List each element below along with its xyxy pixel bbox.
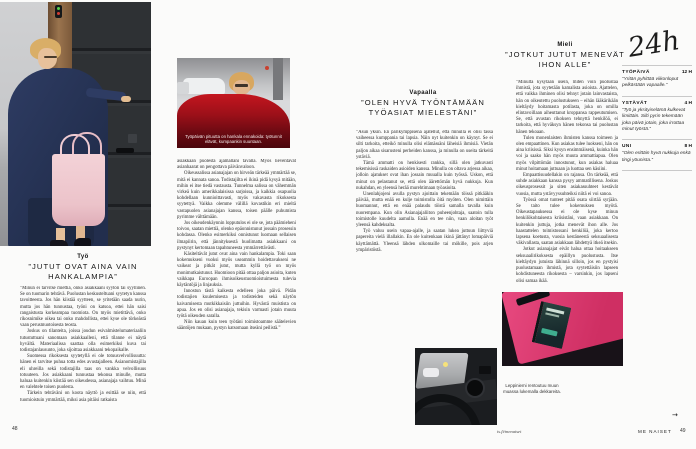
photo-red-car-garage xyxy=(177,58,290,148)
sidebar-entry-quote: ”Olen erittäin hyvä nukkuja enkä tingi yöunista.” xyxy=(622,151,691,163)
sidebar-entry-quote: ”Yritän pyhittää viikonloput pelkästään vapaalle.” xyxy=(622,77,679,89)
paragraph: Tulen monenlaisten ihmisten kanssa toimeen ja olen empaattinen. Kun asiakas tulee luokseni, hän on aina kriisissä. Siksi kysyn ensimmäisenä, kuinka hän voi ja saako hän myös muuta ammattiapua. Olen myös vilpittömän innostunut, kun asiakas haluaa minut hoitamaan juttuaan ja luottaa sen käsiini. xyxy=(516,135,618,172)
section-title: ”OLEN HYVÄ TYÖNTÄMÄÄN TYÖASIAT MIELESTÄNI” xyxy=(361,98,485,117)
sidebar-entry-quote: ”Työ ja yksityiselämä kulkevat limittäin. Silti pyrin tekemään joka päivä jotain, joka irrottaa minut työstä.” xyxy=(622,107,686,133)
sidebar-entry-hours: 8 H xyxy=(684,144,692,150)
shoe xyxy=(74,238,91,246)
footer-brand: ME NAISET xyxy=(638,429,672,434)
door-handle xyxy=(116,148,134,153)
sidebar-24h xyxy=(622,25,692,171)
woman-hand xyxy=(121,96,131,102)
shoe xyxy=(50,240,68,246)
paragraph: Suomessa rikoksesta syytetyllä ei ole totuusvelvollisuutta: hänen ei tarvitse puhua totta edes avustajalleen. Asianomistajilla eli uhreilla sekä todistajilla taas on vankka velvollisuus totuuteen. Jos asiakkaani tunnustaa tekonsa minulle, mutta haluaa kuitenkin kiistää sen oikeudessa, asianajaja vaihtuu. Minä en valehtele toisen puolesta. xyxy=(20,354,146,391)
sidebar-entry-label: TYÖPÄIVÄ xyxy=(622,70,650,75)
paragraph: Työ valuu usein vapaa-ajalle, ja saatan lukea juttuun liittyviä papereita vielä illallakin. En ole kuitenkaan ikinä jättänyt lomapäiviä käyttämättä. Yleensä lähden ulkomaille tai mökille, pois arjen ympäristöstä. xyxy=(356,229,493,253)
photo-caption: Leppiniemi rentoutuu muun muassa lukemalla dekkareita. xyxy=(503,383,561,394)
sidebar-entry xyxy=(622,96,692,140)
paragraph: asiakkaan puolesta ajamallani tavalla. Myös lieventävät asianhaarat on pengottava päivänvaloon. xyxy=(177,159,296,171)
section-title: ”JUTUT OVAT AINA VAIN HANKALAMPIA” xyxy=(28,262,138,281)
continuation-arrow-icon: → xyxy=(672,411,678,419)
glasses xyxy=(44,56,57,58)
section-mieli xyxy=(502,42,628,69)
garage-car xyxy=(423,368,439,377)
paragraph: Jotkut asianajajat eivät halua ottaa hoitaakseen seksuaalirikoksesta epäillyn puolustusta. Itse kieltäydyn jutuista lähinnä silloin, jos en pystyisi puolustamaan ihmistä, jota syytettäisiin lapseen kohdistuneesta rikoksesta – varsinkin, jos lapseni olisi samaa ikää. xyxy=(516,247,618,284)
section-kicker: Vapaalla xyxy=(409,90,437,96)
paragraph: Työssä omat tunteet pitää osata siirtää syrjään. Se taito tulee kokemuksen myötä. Oikeustapauksessa ei ole kyse minun henkilökohtaisesta kriisistäni, vaan asiakkaan. On kuitenkin juttuja, jotka menevät ihon alle. Jos haastattelen toimistossani henkilöä, joka kertoo lapsena koetusta, vuosia kestäneestä seksuaalisesta väkivallasta, saatan asiakkaan lähdettyä itkeä itsekin. xyxy=(516,197,618,247)
section-kicker: Työ xyxy=(77,254,89,260)
garage-light xyxy=(443,362,448,367)
footer-url: is.fi/menaiset xyxy=(497,429,522,434)
indicator-light xyxy=(55,5,62,18)
garage-light xyxy=(265,66,269,70)
sidebar-entry-hours: 4 H xyxy=(684,100,692,106)
pink-tote-bag xyxy=(52,154,105,226)
paragraph: Unenlahjojeni avulla pystyn ajoittain tekemään töissä pitkääkin päivää, mutta enää en kulje toimistolla öitä myöten. Olen nimittäin huomannut, että en enää palaudu töistä samalla tavalla kuin nuorempana. Kun olin Asianajajaliiton puheenjohtaja, saatoin tulla toimistolle kuudelta aamulla. Enää en tee niin, vaan aloitan työt yleensä kahdeksalta. xyxy=(356,192,493,229)
paragraph: Käsiteltävät jutut ovat aina vain hankalampia. Toki saan kokemukseni vuoksi myös useammin hoidettavakseni ne vaikeat ja pitkät jutut, mutta kyllä työ on myös monimutkaistunut. Huomioon pitää ottaa paljon asioita, kuten vaikkapa Euroopan ihmisoikeustuomioistuimesta tulevia käytäntöjä ja linjauksia. xyxy=(177,252,296,289)
sidebar-entry xyxy=(622,139,692,171)
photo-caption: Työpäivän pituutta on hankala ennakoida: työtunnit elävät, kumpaankin suuntaan. xyxy=(185,133,282,145)
air-vent xyxy=(479,366,491,374)
paragraph: Empaattisuudellakin on rajansa. On tärkeää, että suhde asiakkaan kanssa pysyy ammatillisena. Joskus oikeusprosessit ja siten asiakassuhteet kestävät vuosia, mutta ystävyyssuhteiksi niitä ei voi sanoa. xyxy=(516,173,618,197)
paragraph: ”Asun yksin. En parikymppisenä ajatellut, että minulla ei olisi tässä vaiheessa kumppania tai lapsia. Näin nyt kuitenkin on käynyt. Se ei silti tarkoita, etteikö minulla olisi elämässäni läheisiä ihmisiä. Vietän paljon aikaa sisarusteni perheiden kanssa, ja minulla on useita tärkeitä ystäviä. xyxy=(356,130,493,160)
white-car xyxy=(177,82,189,94)
woman-face xyxy=(38,48,57,69)
sidebar-title: 24h xyxy=(625,25,682,64)
photo-car-dashboard xyxy=(415,348,497,425)
paragraph: Joskus on tilanteita, joissa joudun esivalmistelumateriaaliin tutustuttuani sanomaan asiakkaalleni, että tilanne ei näytä hyvältä. Materiaalissa saattaa olla esimerkiksi kuva tai todistajanlausunto, joka sijoittaa asiakkaani tekopaikalle. xyxy=(20,329,146,354)
paragraph: Oikeussalissa asianajajan on hirveän tärkeää ymmärtää se, mitä ei kannata sanoa. Todistajilta ei ikinä pidä kysyä mitään, mihin ei itse tiedä vastausta. Tunnelma salissa on vähemmän virkeä kuin amerikkalaisissa sarjoissa, ja kaikkia osapuolia kohdellaan kunnioittavasti, myös vakavasta rikoksesta syytettyä. Vaikka olemme välillä kovastikin eri mieltä vastapuolen asianajajan kanssa, toisen päälle puhumista pyrimme välttämään. xyxy=(177,171,296,220)
paragraph: Innostun tästä kaikesta edelleen joka päivä. Pidän todistajien kuulemisesta ja todisteiden sekä näytön kaivamisesta mutkikkaisiin juttuihin. Hyvästä muistista on apua. Jos en olisi asianajaja, tekisin varmasti jotain muuta työtä oikeuden saralla. xyxy=(177,289,296,320)
garage-pillar xyxy=(273,58,283,100)
gauge xyxy=(465,378,485,398)
article-column xyxy=(516,80,618,286)
card-reader xyxy=(128,134,137,143)
driver-face xyxy=(233,80,250,95)
section-vapaalla xyxy=(352,90,494,117)
sidebar-entry-label: YSTÄVÄT xyxy=(622,100,648,106)
white-car xyxy=(183,78,225,94)
paragraph: Niin kauan kuin teen työtäni toimistoamme säätelevien sääntöjen mukaan, pystyn katsomaan itseäni peilistä.” xyxy=(177,320,296,332)
sidebar-entry-label: UNI xyxy=(622,144,632,150)
article-column xyxy=(20,286,146,434)
driver-glasses xyxy=(235,84,248,87)
article-column xyxy=(177,159,296,435)
sidebar-entry-hours: 12 H xyxy=(681,70,692,75)
section-tyo xyxy=(20,254,146,281)
paragraph: Jos oikeudenkäynnin lopputulos ei ole se, jota päämieheni toivoo, saatan miettiä, olenko epäonnistunut jossain prosessin kohdassa. Olenko esimerkiksi onnistunut luomaan sellaisen ilmapiirin, että jännityksestä huolimatta asiakkaani on pystynyt kertomaan tapahtuneesta ymmärrettävästi. xyxy=(177,221,296,251)
paragraph: Tämä ammatti on henkisesti rankka, sillä olen jatkuvasti tekemisissä raskaiden asioiden kanssa. Minulla on oltava arjessa aikaa, jolloin ajatukset ovat ihan jossain muualla kuin työssä. Uskon, että minut on pelastanut se, että olen äärettömän hyvä nukkuja. Kun nukahdan, en yleensä herää murehtimaan työasioita. xyxy=(356,161,493,191)
section-title: ”JOTKUT JUTUT MENEVÄT IHON ALLE” xyxy=(505,50,625,69)
article-column xyxy=(356,130,493,345)
paragraph: ”Minun ei tarvitse miettiä, onko asiakkaani syytön tai syyllinen. Se on tuomarin tehtävä. Puolustan keskusteltuani syytetyn kanssa tavoitteesta. Jos hän kiistää syytteen, se yritetään saada nurin, mutta jos hän tunnustaa, työni on katsoa, ettei hän saisi rangaistusta korkeampaa tuomiota. On myös mietittävä, onko rikosnimike oikea tai onko mahdollista, ettei kyse ole törkeästä vaan perusmuotoisesta teosta. xyxy=(20,286,146,329)
paragraph: Tärkein tehtäväni on koota näyttö ja esittää se niin, että tuomioistuin ymmärtää, miksi asia pitäisi ratkaista xyxy=(20,391,146,403)
photo-book-on-pink xyxy=(502,292,623,366)
section-kicker: Mieli xyxy=(557,42,573,48)
photo-woman-at-door xyxy=(0,2,151,246)
paragraph: ”Minulta kysytään usein, miten voin puolustaa ihmistä, jota syytetään kamalista asioista. Ajattelen, että vaikka ihminen olisi tehnyt jotain lainvastaista, hän on oikeutettu puolustukseen – eihän lääkärikään kieltäydy hoitamasta potilasta, joka on omilla elintavoillaan aiheuttanut kroppansa rappeutumisen. Se, että avustan rikoksen tehnyttä henkilöä, ei tarkoita, että hyväksyn hänen tekonsa tai puolustan hänen tekoaan. xyxy=(516,80,618,135)
sidebar-entry xyxy=(622,65,692,96)
page-number-left: 48 xyxy=(12,426,18,432)
page-number-right: 49 xyxy=(680,428,686,434)
